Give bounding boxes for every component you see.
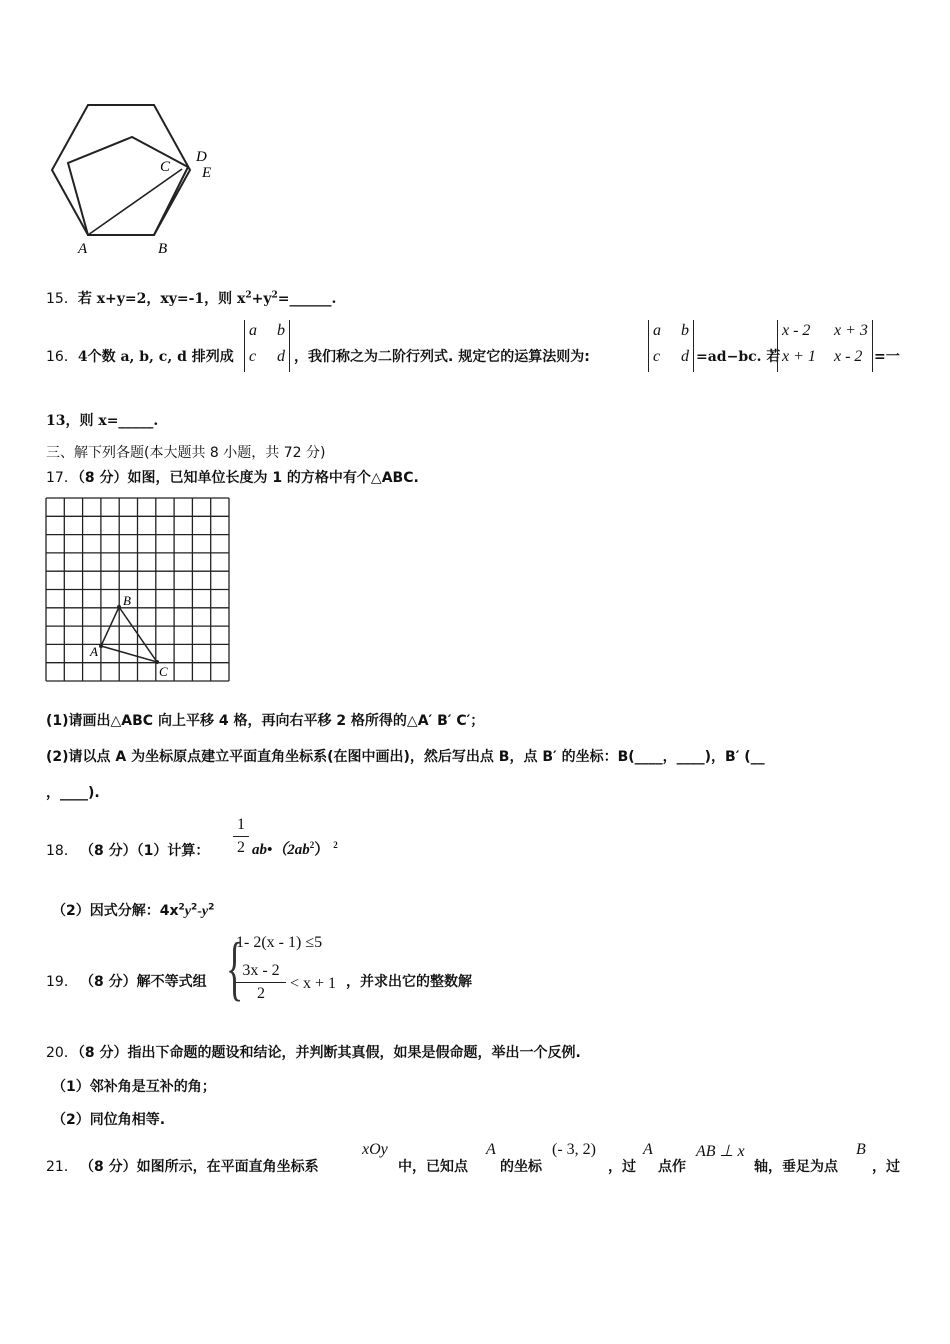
q17-part-2: (2)请以点 A 为坐标原点建立平面直角坐标系(在图中画出)，然后写出点 B，点 B′ 的坐标：B(____，____)，B′ (__	[46, 749, 765, 765]
q20-part-2: （2）同位角相等.	[52, 1112, 166, 1128]
q19-inequality-1: 1- 2(x - 1) ≤5	[236, 934, 323, 951]
grid-lines	[46, 498, 229, 681]
q15-number: 15．	[46, 291, 78, 307]
q21-text5: 点作	[658, 1159, 686, 1175]
q17-text: （8 分）如图，已知单位长度为 1 的方格中有个△ABC.	[77, 470, 419, 486]
q16-determinant-1: a b c d	[244, 320, 290, 372]
q16-text4: =一	[874, 349, 900, 365]
q21-text2: 中，已知点	[398, 1159, 468, 1175]
q21-math-b: B	[856, 1141, 866, 1158]
q17-number: 17．	[46, 470, 78, 486]
q21-text6: 轴，垂足为点	[754, 1159, 838, 1175]
q20-number: 20．	[46, 1045, 78, 1061]
grid-figure	[44, 496, 234, 686]
q19-text2: ，并求出它的整数解	[346, 974, 472, 990]
label-b: B	[158, 241, 168, 257]
q17-part-1: (1)请画出△ABC 向上平移 4 格，再向右平移 2 格所得的△A′ B′ C′；	[46, 713, 485, 729]
q16-text2: ，我们称之为二阶行列式. 规定它的运算法则为:	[294, 349, 590, 365]
q16-determinant-3: x - 2 x + 3 x + 1 x - 2	[777, 320, 873, 372]
q16-text1: 4个数 a, b, c, d 排列成	[77, 349, 234, 365]
q16-text3: =ad−bc. 若	[696, 349, 781, 365]
grid-label-c: C	[159, 664, 168, 679]
q16-determinant-2: a b c d	[648, 320, 694, 372]
label-e: E	[202, 165, 212, 181]
section-3-title: 三、解下列各题(本大题共 8 小题，共 72 分)	[46, 445, 326, 461]
q21-text1: （8 分）如图所示，在平面直角坐标系	[80, 1159, 319, 1175]
q19-brace: {	[226, 928, 244, 1008]
hexagon-pentagon-figure	[40, 95, 240, 260]
q18-number: 18．	[46, 843, 78, 859]
question-17	[46, 467, 419, 487]
q18-text1: （8 分）（1）计算：	[80, 843, 210, 859]
point-a	[99, 644, 103, 648]
question-20	[46, 1042, 581, 1062]
q17-part-2-cont: ，____).	[46, 785, 100, 801]
q18-part-2: （2）因式分解：$4x^2y^2-y^2$	[52, 902, 215, 919]
q21-math-ab-perp-x: AB ⊥ x	[696, 1143, 745, 1160]
question-16	[46, 346, 234, 366]
q21-math-a2: A	[643, 1141, 653, 1158]
grid-label-b: B	[123, 593, 131, 608]
question-15	[46, 288, 336, 308]
label-a: A	[78, 241, 88, 257]
q21-math-a: A	[486, 1141, 496, 1158]
q21-math-coords: (- 3, 2)	[552, 1141, 596, 1158]
pentagon-shape	[68, 137, 188, 235]
label-d: D	[196, 149, 207, 165]
q16-continuation: 13，则 x=_____.	[46, 413, 159, 429]
q19-number: 19．	[46, 974, 78, 990]
q21-text7: ，过	[872, 1159, 900, 1175]
q21-text3: 的坐标	[500, 1159, 542, 1175]
q19-text1: （8 分）解不等式组	[80, 974, 207, 990]
grid-label-a: A	[90, 644, 98, 659]
q21-number: 21．	[46, 1159, 78, 1175]
q19-fraction: $\frac{3x - 2}{2}$	[236, 960, 286, 1005]
point-b	[117, 605, 121, 609]
diagonal-ac	[88, 169, 182, 235]
q21-text4: ，过	[608, 1159, 636, 1175]
label-c: C	[160, 159, 171, 175]
q16-number: 16．	[46, 349, 78, 365]
triangle-abc	[101, 607, 157, 662]
q15-text: 若 x+y=2，xy=-1，则 $x^2+y^2=\_\_\_\_\_\_$.	[77, 290, 337, 307]
q21-math-xoy: xOy	[362, 1141, 388, 1158]
q20-part-1: （1）邻补角是互补的角；	[52, 1079, 216, 1095]
q18-expression: $ab•(2ab^2)$ $^2$	[252, 840, 338, 858]
q18-fraction: $\frac{1}{2}$	[233, 814, 249, 859]
q19-inequality-2-tail: < x + 1	[290, 975, 337, 992]
q20-text: （8 分）指出下命题的题设和结论，并判断其真假，如果是假命题，举出一个反例.	[77, 1045, 581, 1061]
